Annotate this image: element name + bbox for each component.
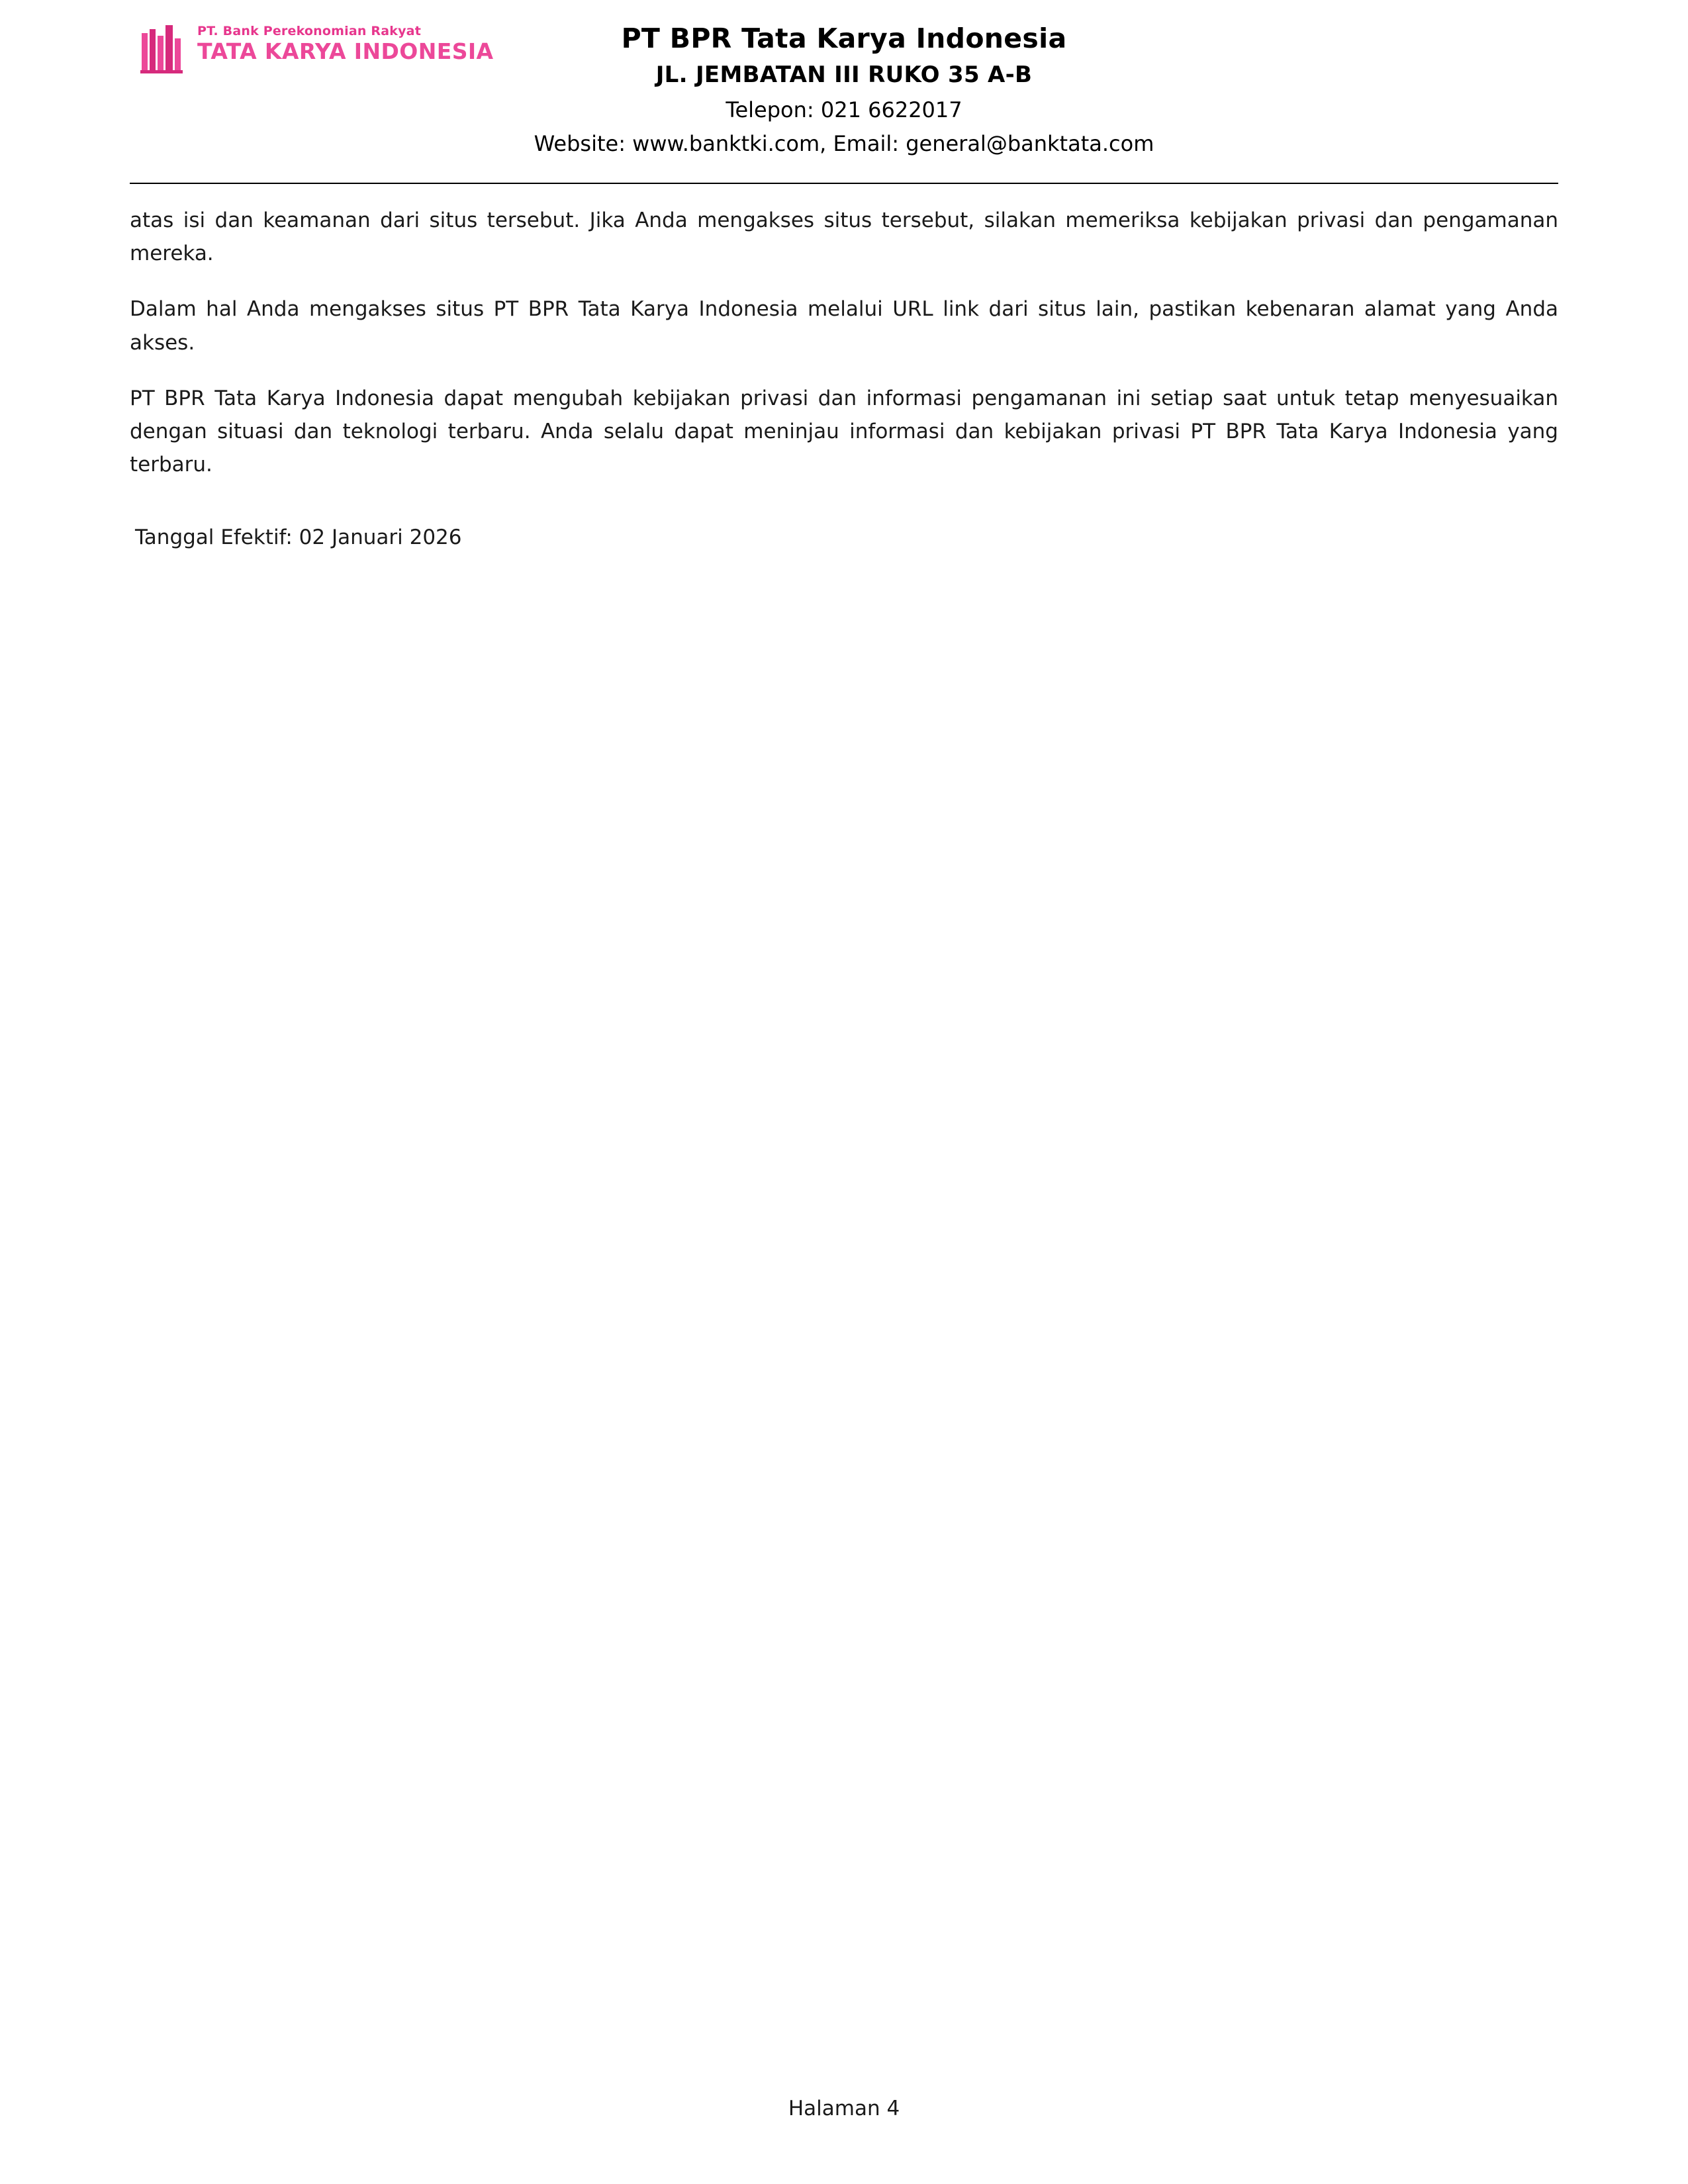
letterhead [0, 0, 1688, 173]
bank-building-logo-icon [139, 23, 188, 74]
effective-date: Tanggal Efektif: 02 Januari 2026 [135, 525, 462, 549]
company-name: PT BPR Tata Karya Indonesia [621, 23, 1067, 54]
paragraph: Dalam hal Anda mengakses situs PT BPR Tata Karya Indonesia melalui URL link dari situs lain, pastikan kebenaran alamat yang Anda akses. [130, 297, 1558, 355]
company-logo [139, 23, 494, 74]
company-address: JL. JEMBATAN III RUKO 35 A-B [655, 62, 1033, 89]
paragraph: PT BPR Tata Karya Indonesia dapat mengubah kebijakan privasi dan informasi pengamanan ini setiap saat untuk tetap menyesuaikan dengan situasi dan teknologi terbaru. Anda selalu dapat meninjau informasi dan kebijakan privasi PT BPR Tata Karya Indonesia yang terbaru. [130, 386, 1558, 477]
page-footer: Halaman 4 [788, 2097, 900, 2120]
document-body [0, 184, 1688, 554]
logo-text [197, 23, 493, 64]
logo-line-2: TATA KARYA INDONESIA [197, 38, 494, 64]
company-phone: Telepon: 021 6622017 [726, 97, 962, 123]
company-website-email: Website: www.banktki.com, Email: general@banktata.com [534, 131, 1154, 157]
paragraph: atas isi dan keamanan dari situs tersebut. Jika Anda mengakses situs tersebut, silakan memeriksa kebijakan privasi dan pengamanan mereka. [130, 208, 1558, 266]
logo-line-1: PT. Bank Perekonomian Rakyat [197, 24, 421, 38]
